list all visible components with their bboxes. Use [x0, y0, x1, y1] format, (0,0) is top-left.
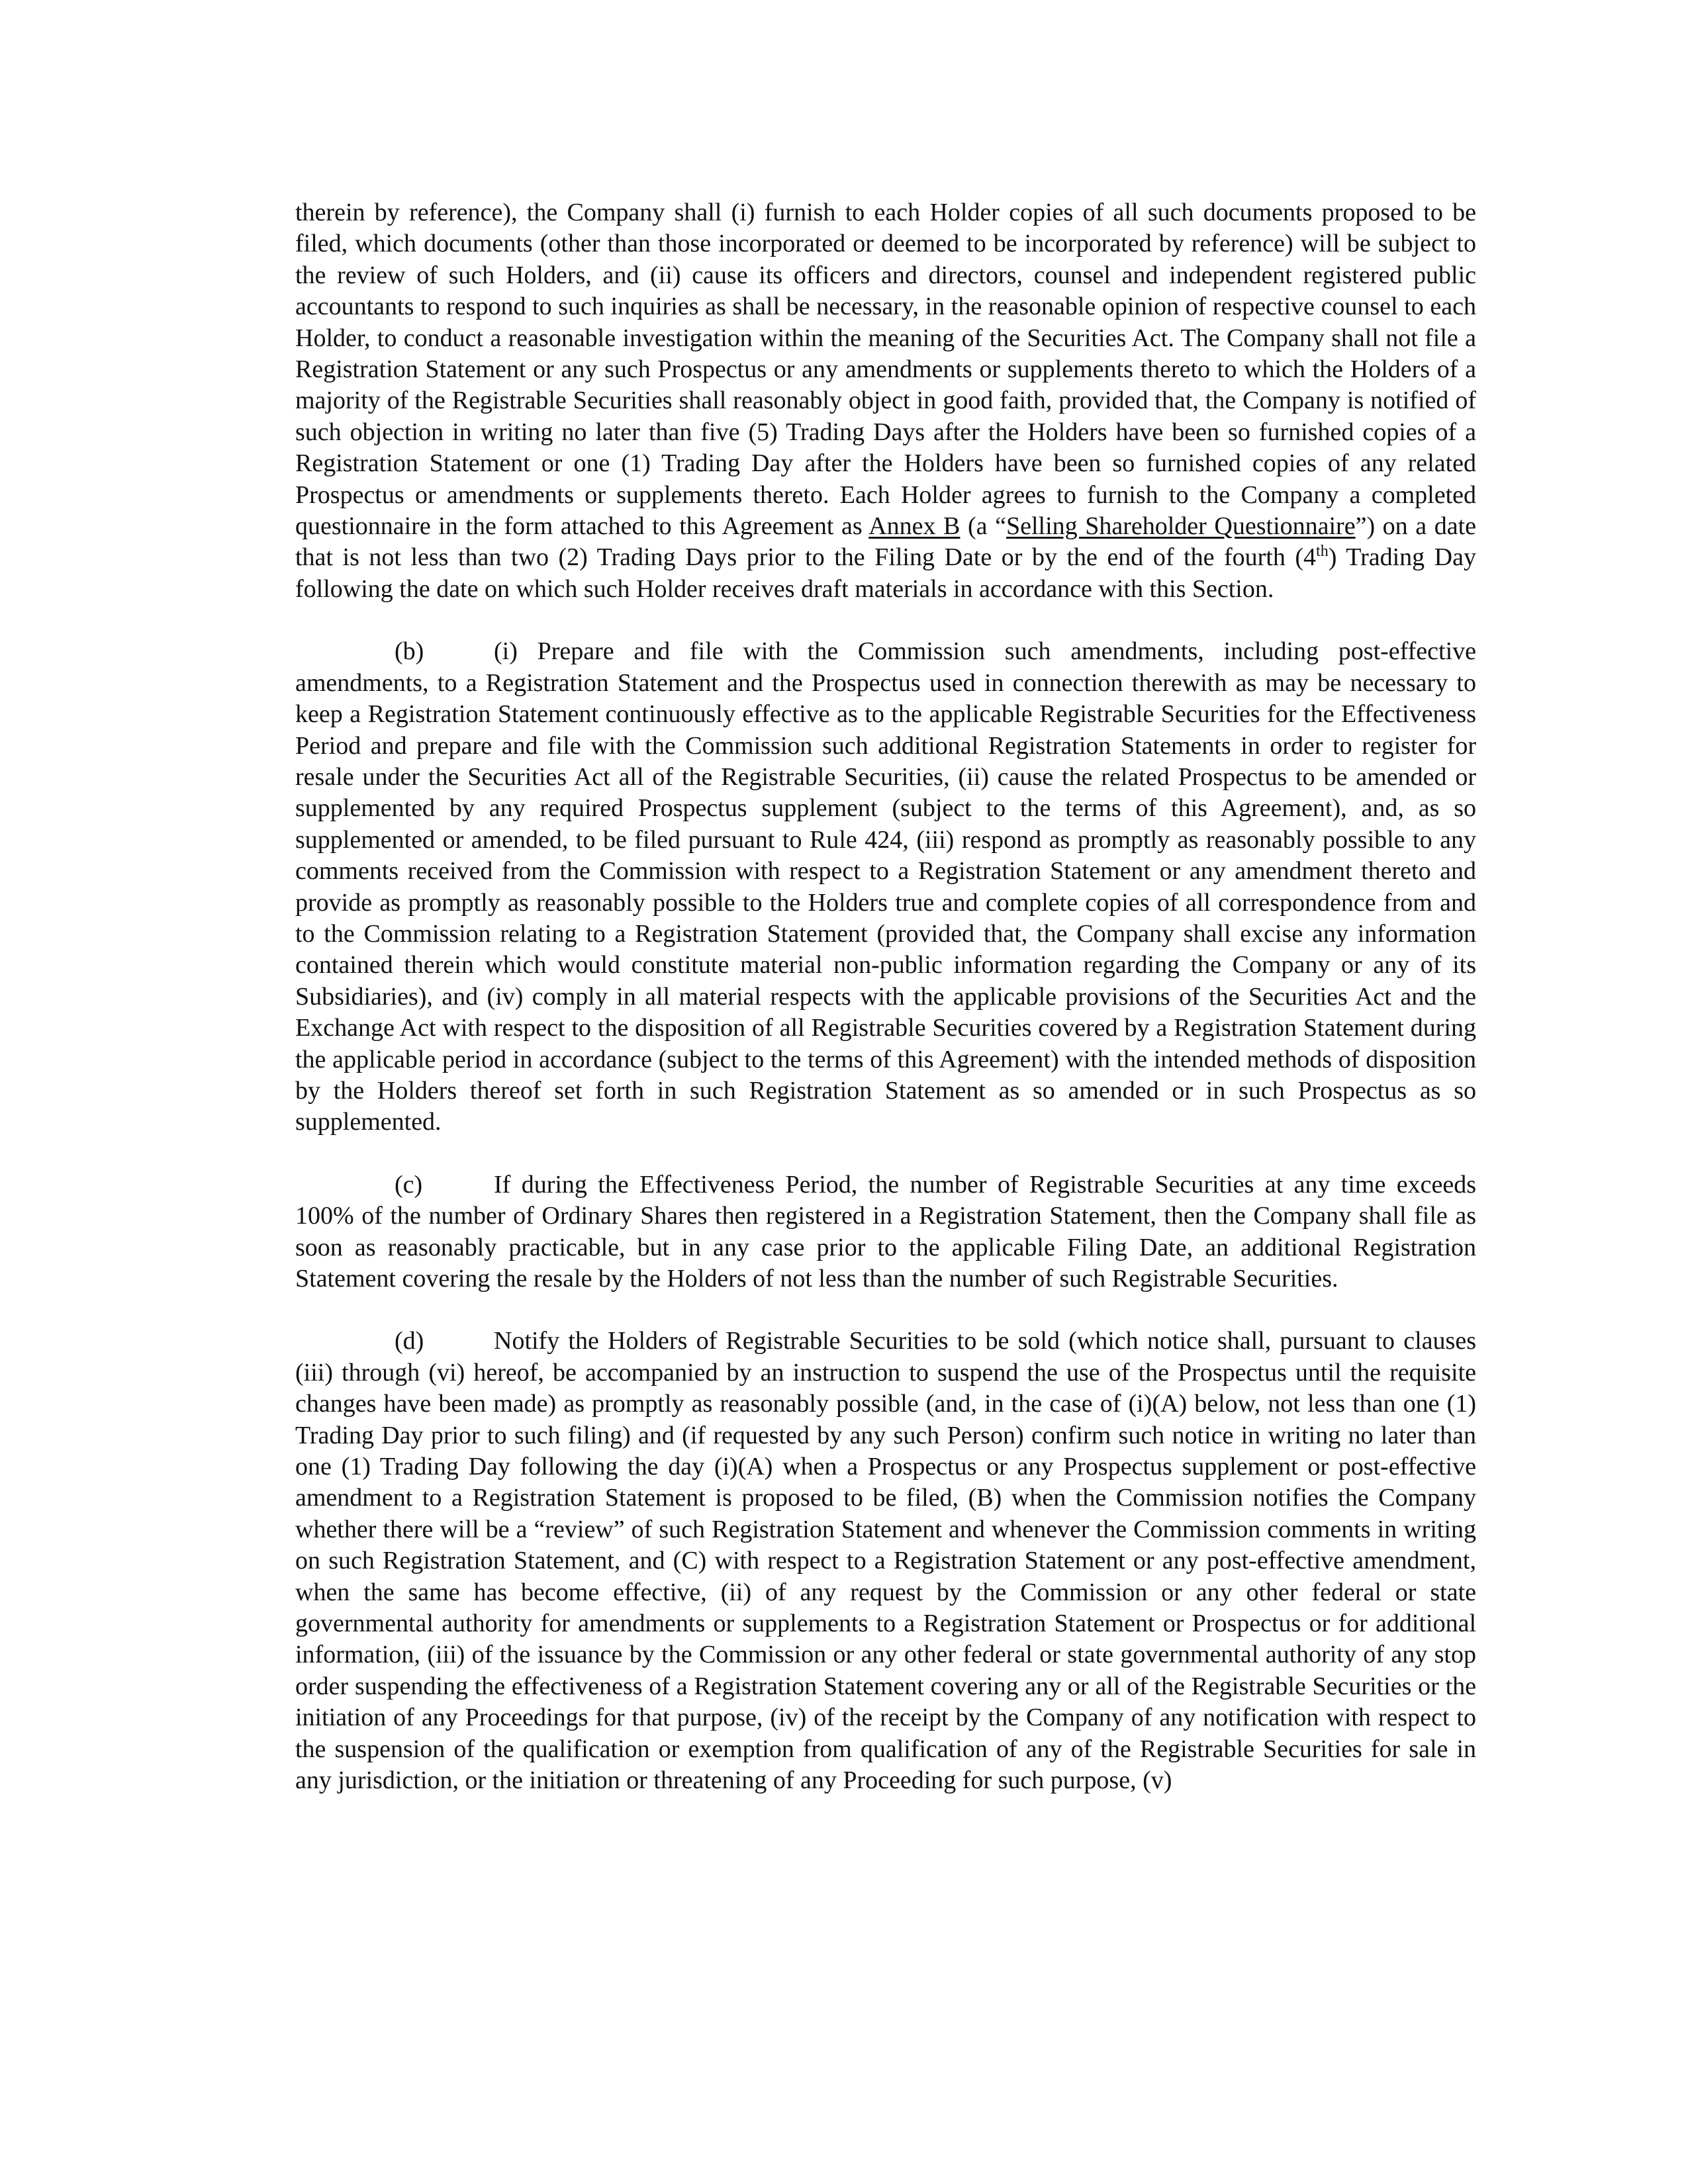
paragraph-a-text-2: (a “ — [960, 512, 1006, 541]
paragraph-c-label: (c) — [395, 1170, 423, 1199]
paragraph-a-continuation — [295, 197, 1476, 605]
paragraph-b-label: (b) — [395, 637, 424, 666]
ordinal-superscript: th — [1316, 543, 1329, 561]
paragraph-d — [295, 1326, 1476, 1796]
paragraph-d-label: (d) — [395, 1327, 424, 1355]
paragraph-d-text: Notify the Holders of Registrable Securities to be sold (which notice shall, pursuant to clauses (iii) through (vi) hereof, be accompanied by an instruction to suspend the use of the Prospectus until the requisite changes have been made) as promptly as reasonably possible (and, in the case of (i)(A) below, not less than one (1) Trading Day prior to such filing) and (if requested by any such Person) confirm such notice in writing no later than one (1) Trading Day following the day (i)(A) when a Prospectus or any Prospectus supplement or post-effective amendment to a Registration Statement is proposed to be filed, (B) when the Commission notifies the Company whether there will be a “review” of such Registration Statement and whenever the Commission comments in writing on such Registration Statement, and (C) with respect to a Registration Statement or any post-effective amendment, when the same has become effective, (ii) of any request by the Commission or any other federal or state governmental authority for amendments or supplements to a Registration Statement or Prospectus or for additional information, (iii) of the issuance by the Commission or any other federal or state governmental authority of any stop order suspending the effectiveness of a Registration Statement covering any or all of the Registrable Securities or the initiation of any Proceedings for that purpose, (iv) of the receipt by the Company of any notification with respect to the suspension of the qualification or exemption from qualification of any of the Registrable Securities for sale in any jurisdiction, or the initiation or threatening of any Proceeding for such purpose, (v) — [295, 1327, 1476, 1795]
paragraph-c — [295, 1169, 1476, 1295]
paragraph-c-text: If during the Effectiveness Period, the number of Registrable Securities at any time exceeds 100% of the number of Ordinary Shares then registered in a Registration Statement, then the Company shall file as soon as reasonably practicable, but in any case prior to the applicable Filing Date, an additional Registration Statement covering the resale by the Holders of not less than the number of such Registrable Securities. — [295, 1170, 1476, 1293]
document-page — [295, 197, 1476, 1828]
annex-b-reference: Annex B — [868, 512, 961, 541]
paragraph-a-text-1: therein by reference), the Company shall (i) furnish to each Holder copies of all such documents proposed to be filed, which documents (other than those incorporated or deemed to be incorporated by reference) will be subject to the review of such Holders, and (ii) cause its officers and directors, counsel and independent registered public accountants to respond to such inquiries as shall be necessary, in the reasonable opinion of respective counsel to each Holder, to conduct a reasonable investigation within the meaning of the Securities Act. The Company shall not file a Registration Statement or any such Prospectus or any amendments or supplements thereto to which the Holders of a majority of the Registrable Securities shall reasonably object in good faith, provided that, the Company is notified of such objection in writing no later than five (5) Trading Days after the Holders have been so furnished copies of a Registration Statement or one (1) Trading Day after the Holders have been so furnished copies of any related Prospectus or amendments or supplements thereto. Each Holder agrees to furnish to the Company a completed questionnaire in the form attached to this Agreement as — [295, 199, 1476, 541]
paragraph-a-text-3: ”) on a date that is not less than two (2) Trading Days prior to the Filing Date or by the end of the fourth (4 — [295, 512, 1477, 572]
paragraph-b-text: (i) Prepare and file with the Commission such amendments, including post-effective amendments, to a Registration Statement and the Prospectus used in connection therewith as may be necessary to keep a Registration Statement continuously effective as to the applicable Registrable Securities for the Effectiveness Period and prepare and file with the Commission such additional Registration Statements in order to register for resale under the Securities Act all of the Registrable Securities, (ii) cause the related Prospectus to be amended or supplemented by any required Prospectus supplement (subject to the terms of this Agreement), and, as so supplemented or amended, to be filed pursuant to Rule 424, (iii) respond as promptly as reasonably possible to any comments received from the Commission with respect to a Registration Statement or any amendment thereto and provide as promptly as reasonably possible to the Holders true and complete copies of all correspondence from and to the Commission relating to a Registration Statement (provided that, the Company shall excise any information contained therein which would constitute material non-public information regarding the Company or any of its Subsidiaries), and (iv) comply in all material respects with the applicable provisions of the Securities Act and the Exchange Act with respect to the disposition of all Registrable Securities covered by a Registration Statement during the applicable period in accordance (subject to the terms of this Agreement) with the intended methods of disposition by the Holders thereof set forth in such Registration Statement as so amended or in such Prospectus as so supplemented. — [295, 637, 1476, 1136]
paragraph-a-text-4: ) Trading Day following the date on which such Holder receives draft materials in accordance with this Section. — [295, 543, 1476, 603]
selling-shareholder-questionnaire-term: Selling Shareholder Questionnaire — [1006, 512, 1356, 541]
paragraph-b — [295, 636, 1476, 1138]
